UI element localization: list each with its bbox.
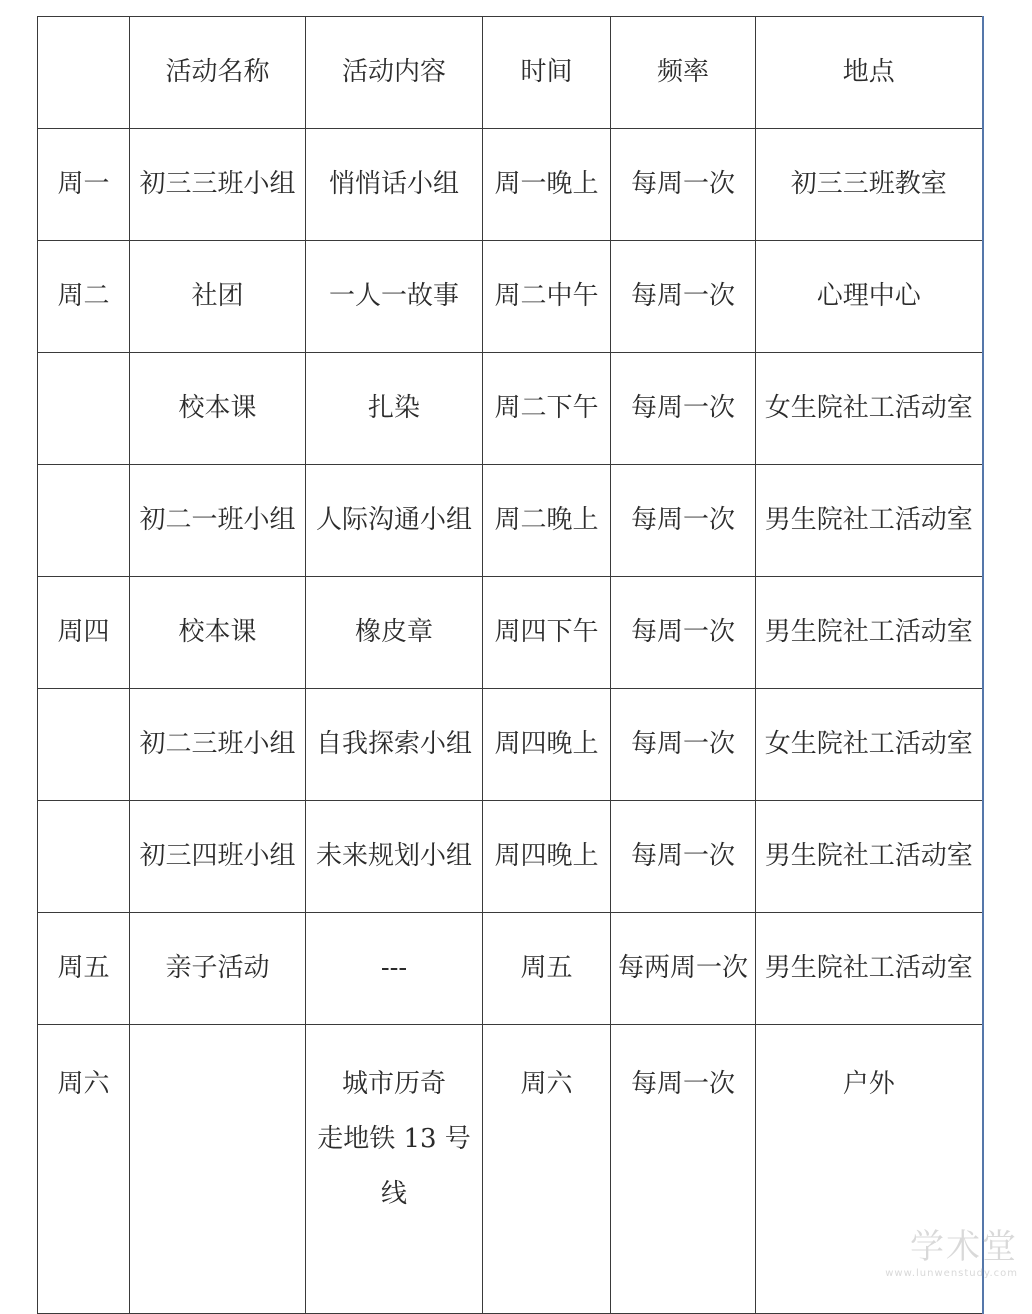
table-row bbox=[38, 465, 983, 577]
cell-day: 周六 bbox=[38, 1025, 130, 1314]
table-row bbox=[38, 577, 983, 689]
cell-frequency: 每两周一次 bbox=[611, 913, 756, 1025]
watermark bbox=[885, 1219, 1018, 1279]
cell-activity-name: 初三四班小组 bbox=[130, 801, 306, 913]
cell-location: 女生院社工活动室 bbox=[756, 353, 983, 465]
cell-day bbox=[38, 353, 130, 465]
cell-time: 周四晚上 bbox=[483, 801, 611, 913]
table-row bbox=[38, 1025, 983, 1314]
cell-time: 周四下午 bbox=[483, 577, 611, 689]
cell-activity-name: 初三三班小组 bbox=[130, 129, 306, 241]
cell-activity-content: 扎染 bbox=[306, 353, 483, 465]
cell-location: 男生院社工活动室 bbox=[756, 913, 983, 1025]
activity-schedule-table bbox=[37, 16, 984, 1314]
cell-location: 男生院社工活动室 bbox=[756, 465, 983, 577]
header-row bbox=[38, 17, 983, 129]
cell-day bbox=[38, 801, 130, 913]
table-row bbox=[38, 129, 983, 241]
cell-activity-name: 初二三班小组 bbox=[130, 689, 306, 801]
cell-time: 周一晚上 bbox=[483, 129, 611, 241]
cell-time: 周四晚上 bbox=[483, 689, 611, 801]
cell-frequency: 每周一次 bbox=[611, 1025, 756, 1314]
cell-activity-name: 校本课 bbox=[130, 353, 306, 465]
cell-time: 周二中午 bbox=[483, 241, 611, 353]
content-line: 走地铁 13 号 bbox=[317, 1124, 471, 1155]
table-row bbox=[38, 353, 983, 465]
cell-activity-name: 亲子活动 bbox=[130, 913, 306, 1025]
cell-frequency: 每周一次 bbox=[611, 465, 756, 577]
cell-location: 男生院社工活动室 bbox=[756, 801, 983, 913]
cell-frequency: 每周一次 bbox=[611, 801, 756, 913]
table-row bbox=[38, 689, 983, 801]
cell-activity-name: 校本课 bbox=[130, 577, 306, 689]
cell-day: 周五 bbox=[38, 913, 130, 1025]
header-cell-activity-name: 活动名称 bbox=[130, 17, 306, 129]
header-cell-day bbox=[38, 17, 130, 129]
watermark-logo-text: 学术堂 bbox=[910, 1227, 1018, 1267]
cell-activity-content: 自我探索小组 bbox=[306, 689, 483, 801]
cell-day bbox=[38, 689, 130, 801]
cell-time: 周二晚上 bbox=[483, 465, 611, 577]
cell-time: 周二下午 bbox=[483, 353, 611, 465]
header-cell-time: 时间 bbox=[483, 17, 611, 129]
cell-location: 初三三班教室 bbox=[756, 129, 983, 241]
cell-activity-content: 人际沟通小组 bbox=[306, 465, 483, 577]
cell-activity-content: --- bbox=[306, 913, 483, 1025]
cell-activity-content: 橡皮章 bbox=[306, 577, 483, 689]
header-cell-location: 地点 bbox=[756, 17, 983, 129]
cell-frequency: 每周一次 bbox=[611, 689, 756, 801]
cell-location: 心理中心 bbox=[756, 241, 983, 353]
cell-activity-content: 未来规划小组 bbox=[306, 801, 483, 913]
table-row bbox=[38, 241, 983, 353]
cell-day: 周一 bbox=[38, 129, 130, 241]
table-row bbox=[38, 801, 983, 913]
cell-day bbox=[38, 465, 130, 577]
header-cell-frequency: 频率 bbox=[611, 17, 756, 129]
table-row bbox=[38, 913, 983, 1025]
cell-activity-content: 一人一故事 bbox=[306, 241, 483, 353]
cell-frequency: 每周一次 bbox=[611, 577, 756, 689]
cell-day: 周四 bbox=[38, 577, 130, 689]
content-line: 线 bbox=[380, 1179, 407, 1210]
cell-day: 周二 bbox=[38, 241, 130, 353]
cell-activity-name bbox=[130, 1025, 306, 1314]
cell-frequency: 每周一次 bbox=[611, 353, 756, 465]
cell-frequency: 每周一次 bbox=[611, 241, 756, 353]
cell-activity-content bbox=[306, 1025, 483, 1314]
cell-activity-name: 初二一班小组 bbox=[130, 465, 306, 577]
cell-location: 户外 bbox=[756, 1025, 983, 1314]
cell-activity-name: 社团 bbox=[130, 241, 306, 353]
cell-frequency: 每周一次 bbox=[611, 129, 756, 241]
cell-location: 女生院社工活动室 bbox=[756, 689, 983, 801]
cell-time: 周五 bbox=[483, 913, 611, 1025]
cell-activity-content: 悄悄话小组 bbox=[306, 129, 483, 241]
cell-location: 男生院社工活动室 bbox=[756, 577, 983, 689]
cell-time: 周六 bbox=[483, 1025, 611, 1314]
watermark-url: www.lunwenstudy.com bbox=[885, 1268, 1018, 1279]
header-cell-activity-content: 活动内容 bbox=[306, 17, 483, 129]
content-line: 城市历奇 bbox=[341, 1069, 446, 1099]
